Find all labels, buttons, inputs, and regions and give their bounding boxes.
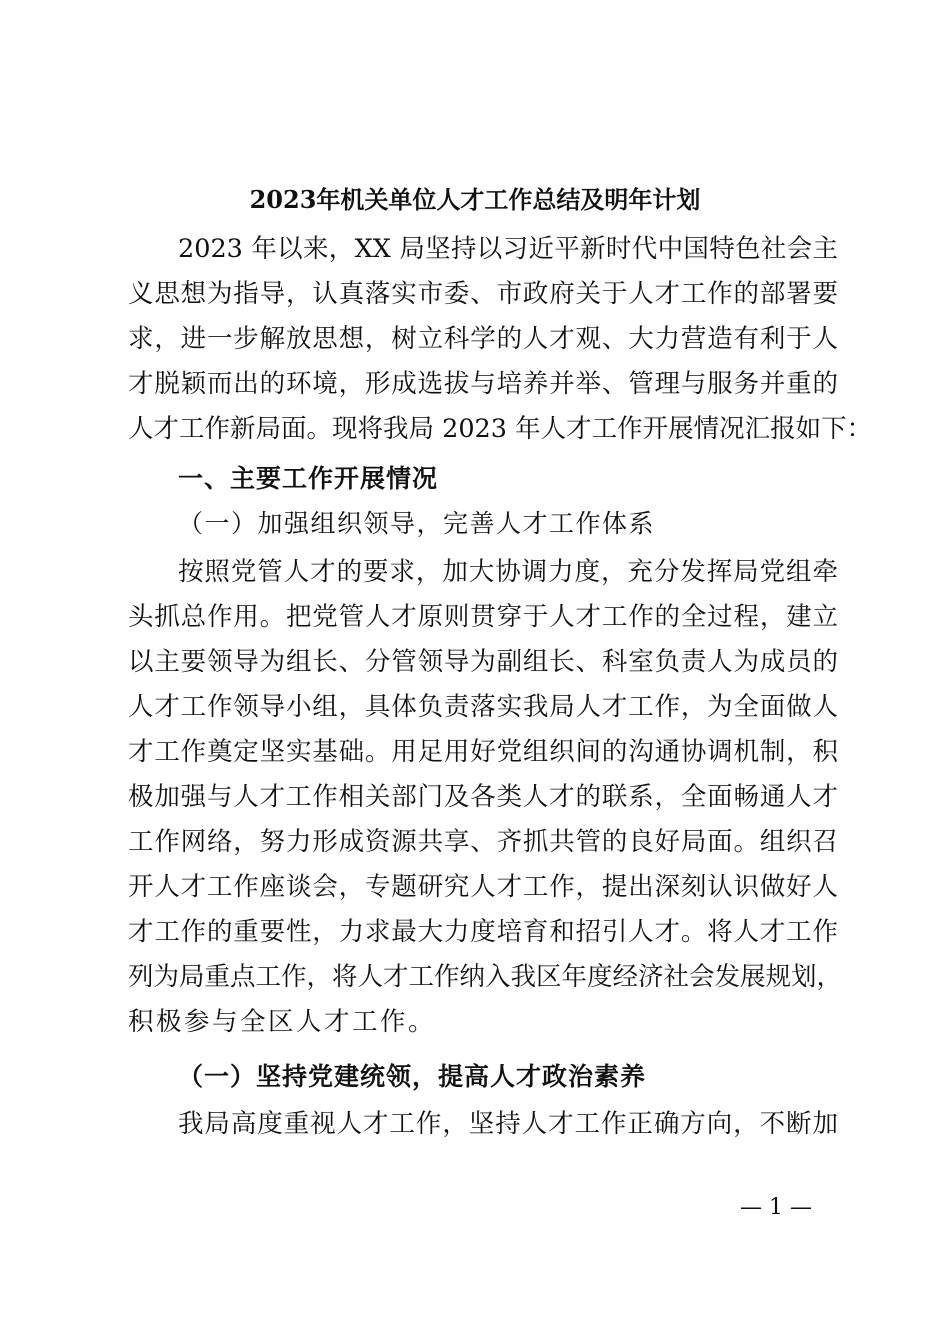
paragraph-line: 才脱颖而出的环境，形成选拔与培养并举、管理与服务并重的 [128,369,838,399]
paragraph-line: 按照党管人才的要求，加大协调力度，充分发挥局党组牵 [178,557,838,587]
paragraph-line: 积极参与全区人才工作。 [128,1007,437,1037]
paragraph-line: 求，进一步解放思想，树立科学的人才观、大力营造有利于人 [128,324,838,354]
subsection-heading: （一）坚持党建统领，提高人才政治素养 [178,1062,647,1091]
paragraph-line: 工作网络，努力形成资源共享、齐抓共管的良好局面。组织召 [128,827,838,857]
paragraph-line: 2023 年以来，XX 局坚持以习近平新时代中国特色社会主 [178,234,838,264]
subsection-heading: （一）加强组织领导，完善人才工作体系 [178,509,656,538]
paragraph-line: 人才工作新局面。现将我局 2023 年人才工作开展情况汇报如下： [128,414,873,444]
section-heading: 一、主要工作开展情况 [178,464,439,493]
paragraph-line: 我局高度重视人才工作，坚持人才工作正确方向，不断加 [178,1109,838,1139]
document-title: 2023年机关单位人才工作总结及明年计划 [249,185,701,214]
paragraph-line: 才工作奠定坚实基础。用足用好党组织间的沟通协调机制，积 [128,737,838,767]
paragraph-line: 才工作的重要性，力求最大力度培育和招引人才。将人才工作 [128,917,838,947]
paragraph-line: 以主要领导为组长、分管领导为副组长、科室负责人为成员的 [128,647,838,677]
paragraph-line: 头抓总作用。把党管人才原则贯穿于人才工作的全过程，建立 [128,602,838,632]
paragraph-line: 义思想为指导，认真落实市委、市政府关于人才工作的部署要 [128,279,838,309]
paragraph-line: 列为局重点工作，将人才工作纳入我区年度经济社会发展规划， [128,962,843,992]
paragraph-line: 极加强与人才工作相关部门及各类人才的联系，全面畅通人才 [128,782,838,812]
page-number: — 1 — [740,1195,812,1220]
paragraph-line: 开人才工作座谈会，专题研究人才工作，提出深刻认识做好人 [128,872,838,902]
paragraph-line: 人才工作领导小组，具体负责落实我局人才工作，为全面做人 [128,692,838,722]
